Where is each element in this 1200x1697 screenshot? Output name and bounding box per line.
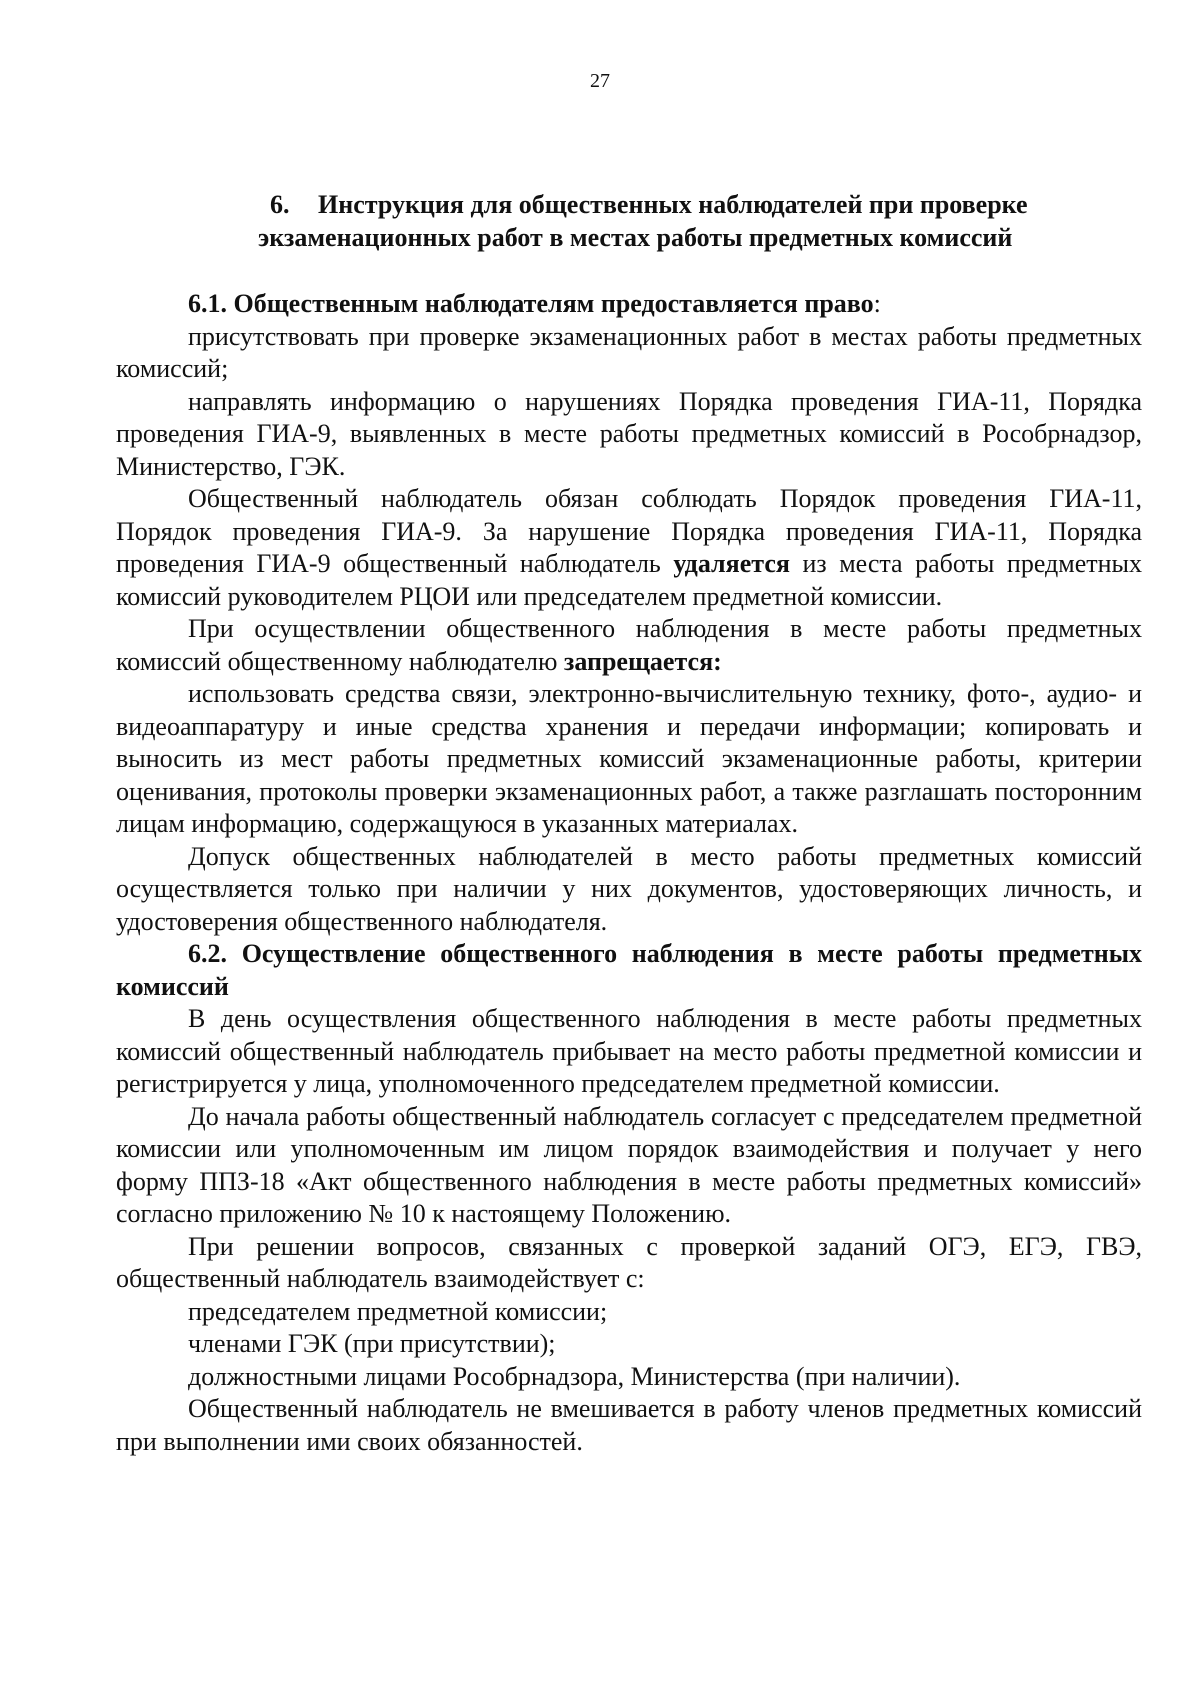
document-body (116, 188, 1142, 1458)
paragraph-6-1-3 (116, 483, 1142, 613)
paragraph-6-1-6: Допуск общественных наблюдателей в место работы предметных комиссий осуществляется только при наличии у них документов, удостоверяющих личность, и удостоверения общественного наблюдателя. (116, 841, 1142, 936)
paragraph-6-2-5: членами ГЭК (при присутствии); (188, 1329, 556, 1358)
paragraph-6-2-7: Общественный наблюдатель не вмешивается в работу членов предметных комиссий при выполнении ими своих обязанностей. (116, 1394, 1142, 1456)
paragraph-6-2-4: председателем предметной комиссии; (188, 1296, 608, 1326)
paragraph-6-1-2: направлять информацию о нарушениях Порядка проведения ГИА-11, Порядка проведения ГИА-9, выявленных в месте работы предметных комиссий в Рособрнадзор, Министерство, ГЭК. (116, 386, 1142, 481)
section-number: 6. (270, 190, 290, 219)
paragraph-6-1-5: использовать средства связи, электронно-вычислительную технику, фото-, аудио- и видеоаппаратуру и иные средства хранения и передачи информации; копировать и выносить из мест работы предметных комиссий экзаменационные работы, критерии оценивания, протоколы проверки экзаменационных работ, а также разглашать посторонним лицам информацию, содержащуюся в указанных материалах. (116, 679, 1142, 838)
subsection-6-2-heading: 6.2. Осуществление общественного наблюдения в месте работы предметных комиссий (116, 939, 1142, 1001)
paragraph-6-1-1: присутствовать при проверке экзаменационных работ в местах работы предметных комиссий; (116, 321, 1142, 383)
paragraph-6-1-3-a: Общественный наблюдатель обязан соблюдать Порядок проведения ГИА-11, Порядок проведения ГИА-9. За нарушение Порядка проведения ГИА-11, Порядка проведения ГИА-9 общественный наблюдатель (116, 484, 1142, 578)
paragraph-6-1-4-bold: запрещается: (563, 646, 722, 676)
subsection-6-1-heading-colon: : (873, 289, 881, 318)
paragraph-6-2-1: В день осуществления общественного наблюдения в месте работы предметных комиссий общественный наблюдатель прибывает на место работы предметной комиссии и регистрируется у лица, уполномоченного председателем предметной комиссии. (116, 1004, 1142, 1098)
paragraph-6-1-3-b: из места работы предметных комиссий руководителем РЦОИ или председателем предметной комиссии. (116, 549, 1142, 611)
paragraph-6-1-4 (116, 613, 1142, 678)
section-title-line1: Инструкция для общественных наблюдателей при проверке (318, 190, 1028, 219)
page-number: 27 (590, 70, 610, 92)
paragraph-6-2-6: должностными лицами Рособрнадзора, Министерства (при наличии). (188, 1361, 961, 1391)
paragraph-6-2-3: При решении вопросов, связанных с проверкой заданий ОГЭ, ЕГЭ, ГВЭ, общественный наблюдатель взаимодействует с: (116, 1231, 1142, 1293)
section-title (116, 188, 1142, 254)
paragraph-6-1-3-bold: удаляется (673, 549, 790, 578)
subsection-6-1-heading (116, 288, 1142, 321)
section-title-line2: экзаменационных работ в местах работы предметных комиссий (258, 223, 1013, 252)
subsection-6-1-heading-text: 6.1. Общественным наблюдателям предоставляется право (188, 289, 874, 318)
paragraph-6-1-4-a: При осуществлении общественного наблюдения в месте работы предметных комиссий общественному наблюдателю (116, 614, 1142, 676)
paragraph-6-2-2: До начала работы общественный наблюдатель согласует с председателем предметной комиссии или уполномоченным им лицом порядок взаимодействия и получает у него форму ППЗ-18 «Акт общественного наблюдения в месте работы предметных комиссий» согласно приложению № 10 к настоящему Положению. (116, 1101, 1142, 1228)
